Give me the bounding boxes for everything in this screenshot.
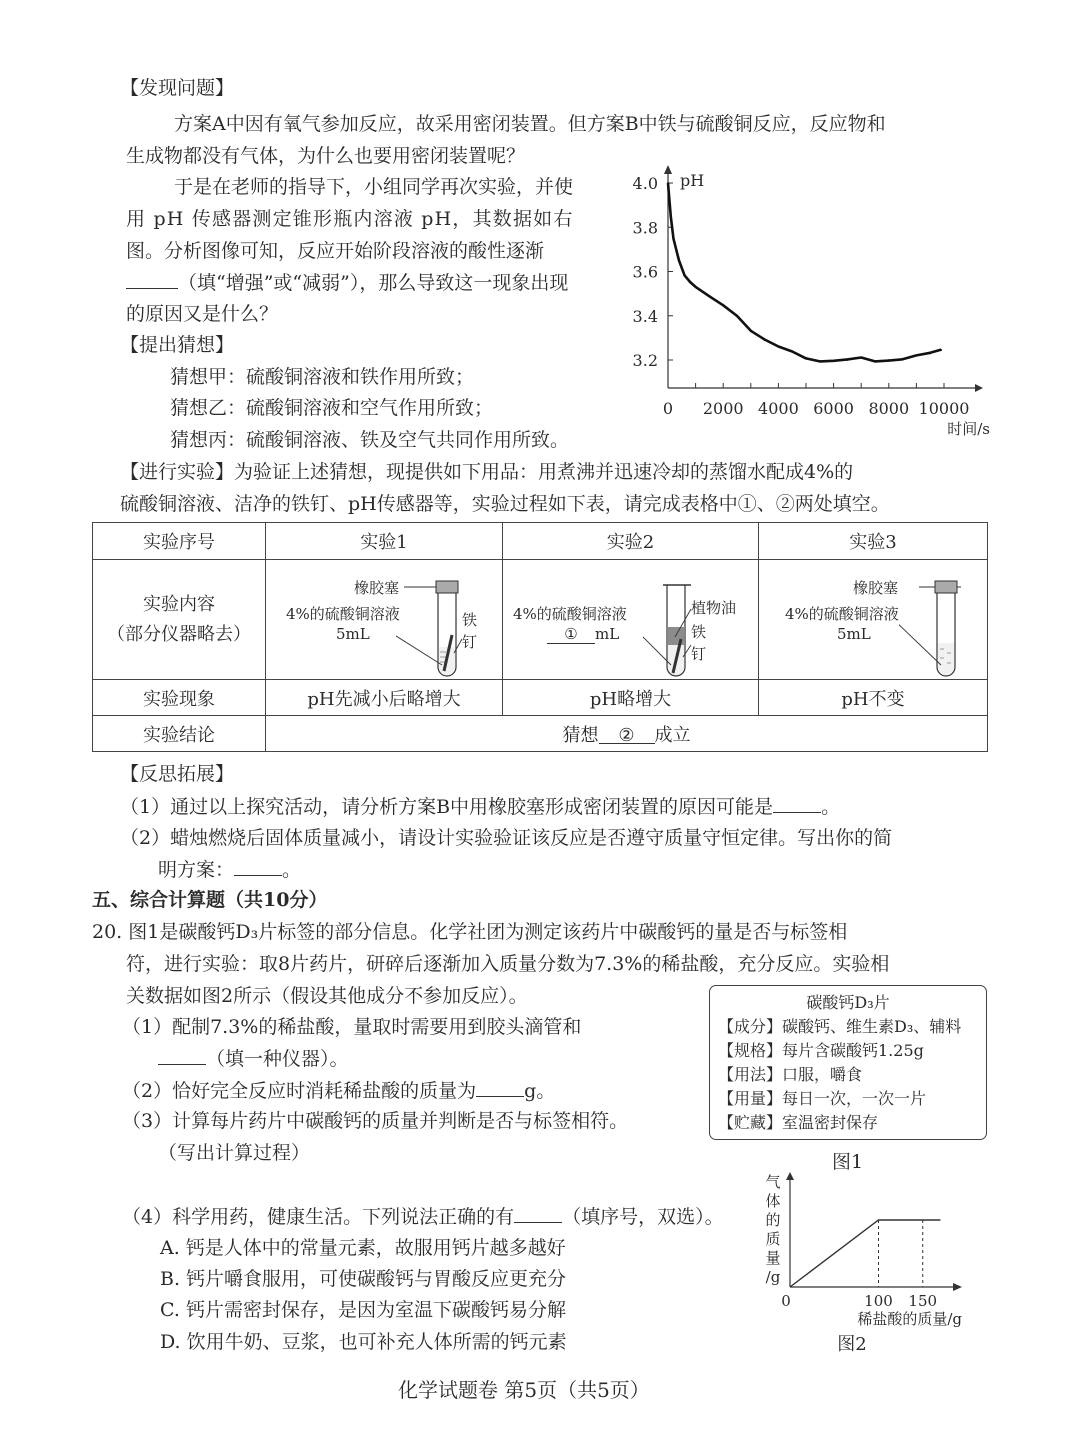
ph-data-point xyxy=(667,182,669,184)
answer-blank-2[interactable] xyxy=(599,725,655,744)
ph-data-point xyxy=(678,260,680,262)
table-row xyxy=(93,560,988,680)
x-tick-label: 6000 xyxy=(813,399,854,418)
question-line: （2）蜡烛燃烧后固体质量减小，请设计实验验证该反应是否遵守质量守恒定律。写出你的简 xyxy=(120,827,893,849)
answer-blank[interactable] xyxy=(476,1078,524,1097)
answer-blank-1[interactable] xyxy=(547,625,595,644)
question-text: （填序号，双选）。 xyxy=(562,1206,724,1228)
stopper-label: 橡胶塞 xyxy=(853,578,899,597)
y-axis-label-char: 气 xyxy=(765,1173,781,1191)
ph-data-point xyxy=(940,349,942,351)
punct: 。 xyxy=(821,796,841,818)
blank-mark: ② xyxy=(618,724,635,746)
answer-blank[interactable] xyxy=(514,1204,562,1223)
question-text: （1）通过以上探究活动，请分析方案B中用橡胶塞形成密闭装置的原因可能是 xyxy=(120,796,774,818)
ph-data-point xyxy=(902,358,904,360)
ph-data-point xyxy=(888,359,890,361)
volume-label: 5mL xyxy=(336,624,370,643)
table-header-row xyxy=(93,523,988,560)
question-line: （3）计算每片药片中碳酸钙的质量并判断是否与标签相符。 xyxy=(122,1110,629,1132)
question-line: 关数据如图2所示（假设其他成分不参加反应）。 xyxy=(126,985,528,1007)
paragraph-line xyxy=(126,270,568,295)
test-tube-stoppered-icon xyxy=(899,569,969,679)
conclusion-suffix: 成立 xyxy=(654,724,691,746)
label-title: 碳酸钙D₃片 xyxy=(806,993,890,1012)
stopper-label: 橡胶塞 xyxy=(354,578,400,597)
x-tick-label: 8000 xyxy=(868,399,910,418)
label-row: 【成分】碳酸钙、维生素D₃、辅料 xyxy=(718,1017,962,1036)
question-line: （写出计算过程） xyxy=(158,1142,311,1164)
ph-data-point xyxy=(670,215,672,217)
experiment-intro: 硫酸铜溶液、洁净的铁钉、pH传感器等，实验过程如下表，请完成表格中①、②两处填空。 xyxy=(120,493,890,515)
hypothesis-item: 猜想甲：硫酸铜溶液和铁作用所致； xyxy=(170,366,475,388)
question-line: （1）配制7.3%的稀盐酸，量取时需要用到胶头滴管和 xyxy=(122,1016,582,1038)
ph-data-point xyxy=(833,360,835,362)
question-line xyxy=(158,1046,349,1071)
y-axis-arrow xyxy=(664,165,672,174)
y-axis-label-char: 质 xyxy=(765,1230,781,1248)
column-header: 实验2 xyxy=(503,523,759,560)
phenomenon-cell: pH先减小后略增大 xyxy=(266,680,503,716)
ph-data-point xyxy=(689,282,691,284)
column-header: 实验1 xyxy=(266,523,503,560)
paragraph-line: 方案A中因有氧气参加反应，故采用密闭装置。但方案B中铁与硫酸铜反应，反应物和 xyxy=(174,113,886,135)
x-tick-label: 0 xyxy=(781,1292,791,1310)
figure1-caption: 图1 xyxy=(832,1151,864,1173)
y-axis-unit: /g xyxy=(765,1268,781,1286)
x-axis-label: 稀盐酸的质量/g xyxy=(857,1310,962,1328)
paragraph-line: 用 pH 传感器测定锥形瓶内溶液 pH，其数据如右 xyxy=(126,208,574,230)
gas-series-line xyxy=(790,1220,940,1287)
test-tube-stoppered-with-nail-icon xyxy=(396,569,466,679)
exp2-diagram-cell xyxy=(503,560,759,680)
row-header-subtext: （部分仪器略去） xyxy=(107,623,251,645)
paragraph-line: 的原因又是什么？ xyxy=(126,303,279,325)
x-tick-label: 0 xyxy=(662,399,674,418)
label-row: 【用量】每日一次，一次一片 xyxy=(718,1089,927,1108)
x-tick-label: 100 xyxy=(864,1292,893,1310)
ph-chart xyxy=(620,160,1000,440)
question-line xyxy=(120,794,840,819)
page-footer: 化学试题卷 第5页（共5页） xyxy=(398,1378,650,1402)
solution-label: 4%的硫酸铜溶液 xyxy=(785,604,899,623)
punct: 。 xyxy=(282,859,302,881)
ph-data-point xyxy=(778,346,780,348)
y-axis-label-char: 的 xyxy=(765,1211,781,1229)
nail-label: 铁 xyxy=(462,610,478,629)
answer-blank[interactable] xyxy=(126,270,178,289)
y-axis-label: pH xyxy=(680,171,705,190)
ph-data-point xyxy=(916,355,918,357)
section-heading-hypothesis: 【提出猜想】 xyxy=(120,334,235,356)
question-line xyxy=(158,857,301,882)
ph-data-point xyxy=(736,315,738,317)
conclusion-prefix: 猜想 xyxy=(562,724,599,746)
row-header: 实验序号 xyxy=(93,523,266,560)
ph-data-point xyxy=(929,352,931,354)
y-tick-label: 3.6 xyxy=(632,262,658,282)
option-c: C. 钙片需密封保存，是因为室温下碳酸钙易分解 xyxy=(160,1299,566,1321)
figure2-caption: 图2 xyxy=(837,1334,867,1355)
line-text: （填“增强”或“减弱”），那么导致这一现象出现 xyxy=(178,272,569,294)
hypothesis-item: 猜想丙：硫酸铜溶液、铁及空气共同作用所致。 xyxy=(170,429,570,451)
oil-label: 植物油 xyxy=(691,598,737,617)
conclusion-cell xyxy=(266,716,988,752)
x-tick-label: 150 xyxy=(908,1292,938,1310)
option-a: A. 钙是人体中的常量元素，故服用钙片越多越好 xyxy=(160,1237,566,1259)
ph-data-point xyxy=(860,357,862,359)
x-axis-label: 时间/s xyxy=(947,420,990,438)
x-tick-label: 4000 xyxy=(758,399,799,418)
unit-label: mL xyxy=(595,624,620,643)
question-line: 20. 图1是碳酸钙D₃片标签的部分信息。化学社团为测定该药片中碳酸钙的量是否与标签相 xyxy=(92,921,848,943)
phenomenon-cell: pH不变 xyxy=(759,680,988,716)
column-header: 实验3 xyxy=(759,523,988,560)
x-axis-arrow xyxy=(953,1283,962,1291)
experiment-table xyxy=(92,522,988,752)
y-tick-label: 4.0 xyxy=(632,174,658,193)
row-header: 实验结论 xyxy=(93,716,266,752)
nail-label: 铁 xyxy=(691,622,707,641)
question-line xyxy=(122,1204,724,1229)
volume-label: 5mL xyxy=(837,624,871,643)
ph-data-point xyxy=(684,275,686,277)
section-heading-discover: 【发现问题】 xyxy=(120,77,235,99)
ph-data-point xyxy=(805,357,807,359)
question-text: 明方案： xyxy=(158,859,235,881)
x-axis-arrow xyxy=(975,384,983,392)
y-axis-arrow xyxy=(786,1172,794,1180)
question-text: （填一种仪器）。 xyxy=(206,1048,349,1070)
ph-data-point xyxy=(750,330,752,332)
row-header-text: 实验内容 xyxy=(143,593,215,615)
answer-blank[interactable] xyxy=(773,794,821,813)
y-tick-label: 3.4 xyxy=(632,306,658,326)
ph-data-point xyxy=(764,339,766,341)
label-row: 【规格】每片含碳酸钙1.25g xyxy=(718,1041,924,1060)
medicine-label-card xyxy=(709,985,987,1140)
section-heading-calc: 五、综合计算题（共10分） xyxy=(92,889,328,911)
test-tube-oil-with-nail-icon xyxy=(643,569,703,679)
nail-label: 钉 xyxy=(691,644,707,663)
question-text: （4）科学用药，健康生活。下列说法正确的有 xyxy=(122,1206,515,1228)
y-tick-label: 3.8 xyxy=(632,218,658,238)
label-row: 【用法】口服，嚼食 xyxy=(718,1065,863,1084)
question-text: （2）恰好完全反应时消耗稀盐酸的质量为 xyxy=(122,1080,477,1102)
hypothesis-item: 猜想乙：硫酸铜溶液和空气作用所致； xyxy=(170,397,494,419)
volume-blank xyxy=(547,625,619,644)
ph-data-point xyxy=(722,304,724,306)
y-axis-label-char: 体 xyxy=(765,1192,781,1210)
ph-data-point xyxy=(695,286,697,288)
paragraph-line: 图。分析图像可知，反应开始阶段溶液的酸性逐渐 xyxy=(126,240,545,262)
phenomenon-cell: pH略增大 xyxy=(503,680,759,716)
exp3-diagram-cell xyxy=(759,560,988,680)
x-tick-label: 2000 xyxy=(702,399,744,418)
solution-label: 4%的硫酸铜溶液 xyxy=(286,604,400,623)
paragraph-line: 于是在老师的指导下，小组同学再次实验，并使 xyxy=(174,176,574,198)
blank-mark: ① xyxy=(564,624,578,643)
ph-data-point xyxy=(847,359,849,361)
row-header xyxy=(93,560,266,680)
exp1-diagram-cell xyxy=(266,560,503,680)
experiment-intro: 【进行实验】为验证上述猜想，现提供如下用品：用煮沸并迅速冷却的蒸馏水配成4%的 xyxy=(120,461,854,483)
punct: g。 xyxy=(524,1080,556,1102)
ph-data-point xyxy=(791,350,793,352)
paragraph-line: 生成物都没有气体，为什么也要用密闭装置呢？ xyxy=(126,145,526,167)
x-tick-label: 10000 xyxy=(918,399,970,418)
solution-label: 4%的硫酸铜溶液 xyxy=(513,604,627,623)
nail-label: 钉 xyxy=(462,632,478,651)
question-line xyxy=(122,1078,555,1103)
section-heading-reflect: 【反思拓展】 xyxy=(120,763,235,785)
table-row xyxy=(93,716,988,752)
y-tick-label: 3.2 xyxy=(632,351,658,370)
ph-data-point xyxy=(709,295,711,297)
label-row: 【贮藏】室温密封保存 xyxy=(718,1113,879,1132)
option-d: D. 饮用牛奶、豆浆，也可补充人体所需的钙元素 xyxy=(160,1331,567,1353)
ph-data-point xyxy=(874,360,876,362)
question-line: 符，进行实验：取8片药片，研碎后逐渐加入质量分数为7.3%的稀盐酸，充分反应。实验相 xyxy=(126,953,890,975)
table-row xyxy=(93,680,988,716)
row-header: 实验现象 xyxy=(93,680,266,716)
ph-data-point xyxy=(673,237,675,239)
answer-blank[interactable] xyxy=(158,1046,206,1065)
ph-data-point xyxy=(819,360,821,362)
answer-blank[interactable] xyxy=(234,857,282,876)
option-b: B. 钙片嚼食服用，可使碳酸钙与胃酸反应更充分 xyxy=(160,1268,567,1290)
gas-mass-chart xyxy=(740,1160,990,1360)
y-axis-label-char: 量 xyxy=(765,1249,781,1267)
ph-series-line xyxy=(668,183,941,361)
